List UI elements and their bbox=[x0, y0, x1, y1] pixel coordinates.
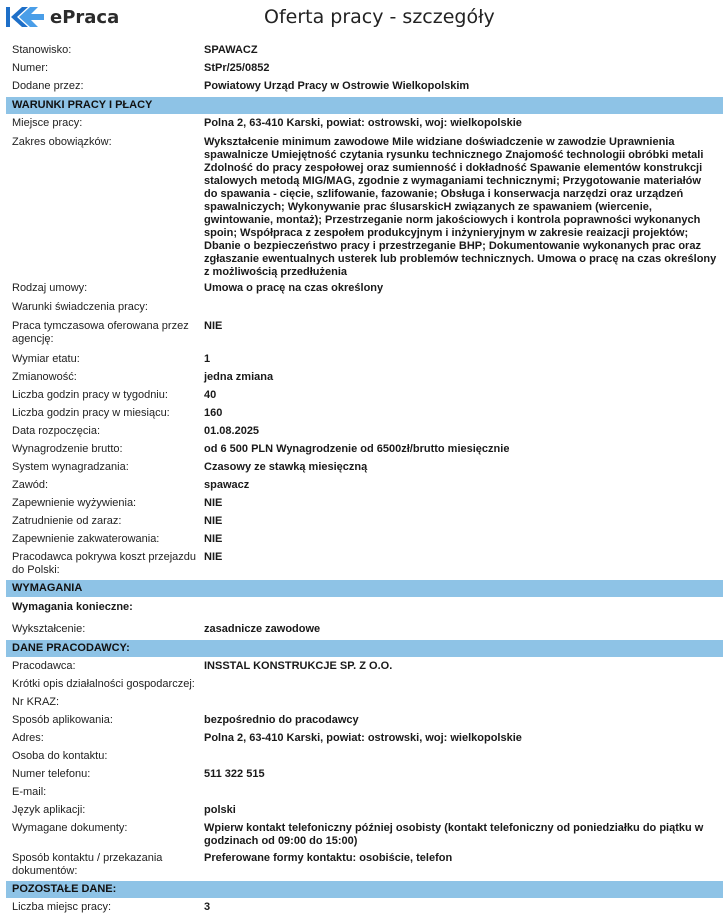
label: Nr KRAZ: bbox=[12, 696, 60, 708]
row-sposob-aplikowania bbox=[6, 712, 723, 730]
row-email bbox=[6, 784, 723, 802]
value: Preferowane formy kontaktu: osobiście, telefon bbox=[204, 852, 453, 864]
label: Krótki opis działalności gospodarczej: bbox=[12, 678, 195, 690]
row-numer bbox=[6, 60, 723, 78]
label: Miejsce pracy: bbox=[12, 117, 83, 129]
value: polski bbox=[204, 804, 236, 816]
wymagania-konieczne-heading: Wymagania konieczne: bbox=[12, 601, 133, 613]
row-godziny-miesiac bbox=[6, 405, 723, 423]
row-sposob-kontaktu bbox=[6, 850, 723, 880]
section-pozostale: POZOSTAŁE DANE: bbox=[6, 881, 723, 898]
label: Praca tymczasowa oferowana przez agencję: bbox=[12, 320, 189, 345]
label: Sposób kontaktu / przekazania dokumentów: bbox=[12, 852, 163, 877]
page-header bbox=[0, 0, 725, 36]
label: Liczba miejsc pracy: bbox=[12, 901, 112, 913]
value: Czasowy ze stawką miesięczną bbox=[204, 461, 368, 473]
value: Powiatowy Urząd Pracy w Ostrowie Wielkopolskim bbox=[204, 80, 470, 92]
label: Pracodawca pokrywa koszt przejazdu do Polski: bbox=[12, 551, 197, 576]
label: Zapewnienie wyżywienia: bbox=[12, 497, 137, 509]
label: Wymagane dokumenty: bbox=[12, 822, 128, 834]
label: Wynagrodzenie brutto: bbox=[12, 443, 123, 455]
logo-text: ePraca bbox=[50, 6, 120, 28]
value: SPAWACZ bbox=[204, 44, 258, 56]
label: Zawód: bbox=[12, 479, 49, 491]
value: bezpośrednio do pracodawcy bbox=[204, 714, 359, 726]
row-opis-dzialalnosci bbox=[6, 676, 723, 694]
value bbox=[204, 299, 723, 318]
label: Warunki świadczenia pracy: bbox=[12, 301, 148, 313]
row-koszt-przejazdu bbox=[6, 549, 723, 579]
value bbox=[204, 694, 723, 712]
value: 3 bbox=[204, 901, 211, 913]
row-od-zaraz bbox=[6, 513, 723, 531]
row-wymiar-etatu bbox=[6, 351, 723, 369]
label: Numer telefonu: bbox=[12, 768, 91, 780]
row-dokumenty bbox=[6, 820, 723, 850]
value: NIE bbox=[204, 533, 223, 545]
epraca-logo bbox=[6, 6, 119, 28]
label: Data rozpoczęcia: bbox=[12, 425, 101, 437]
label: Liczba godzin pracy w miesiącu: bbox=[12, 407, 170, 419]
row-zakres bbox=[6, 134, 723, 280]
label: Liczba godzin pracy w tygodniu: bbox=[12, 389, 168, 401]
label: Wymiar etatu: bbox=[12, 353, 80, 365]
label: Wykształcenie: bbox=[12, 623, 86, 635]
value: 511 322 515 bbox=[204, 768, 265, 780]
row-nr-kraz bbox=[6, 694, 723, 712]
row-wyksztalcenie bbox=[6, 621, 723, 639]
value: 1 bbox=[204, 353, 211, 365]
value: 160 bbox=[204, 407, 223, 419]
label: Zatrudnienie od zaraz: bbox=[12, 515, 122, 527]
row-godziny-tydzien bbox=[6, 387, 723, 405]
row-wynagrodzenie bbox=[6, 441, 723, 459]
value: Wykształcenie minimum zawodowe Mile widziane doświadczenie w zawodzie Uprawnienia spawalnicze Umiejętność czytania rysunku technicznego Znajomość technologii obróbki metali Zdolność do pracy zespołowej oraz sumienność i dokładność Spawanie elementów konstrukcji stalowych metodą MIG/MAG, zgodnie z wymaganiami technicznymi; Przygotowanie materiałów do spawania - cięcie, szlifowanie, fazowanie; Obsługa i konserwacja narzędzi oraz urządzeń spawalniczych; Wykonywanie prac ślusarskicH związanych ze spawaniem (wiercenie, gwintowanie, montaż); Przestrzeganie norm jakościowych i kontrola poprawności wykonanych spoin; Współpraca z zespołem produkcyjnym i inżynieryjnym w zakresie reaizacji projektów; Dbanie o bezpieczeństwo pracy i przestrzeganie BHP; Dokumentowanie wykonanych prac oraz zgłaszanie ewentualnych usterek lub problemów technicznych. Umowa o pracę na czas określony z możliwością przedłużenia bbox=[204, 136, 717, 278]
value: spawacz bbox=[204, 479, 250, 491]
row-zakwaterowanie bbox=[6, 531, 723, 549]
row-pracodawca bbox=[6, 658, 723, 676]
section-warunki: WARUNKI PRACY I PŁACY bbox=[6, 97, 723, 114]
value: NIE bbox=[204, 497, 223, 509]
value bbox=[204, 748, 723, 766]
value: 40 bbox=[204, 389, 217, 401]
section-wymagania: WYMAGANIA bbox=[6, 580, 723, 597]
value: Wpierw kontakt telefoniczny później osobisty (kontakt telefoniczny od poniedziałku do piątku w godzinach od 09:00 do 15:00) bbox=[204, 822, 704, 847]
row-zmianowosc bbox=[6, 369, 723, 387]
label: Adres: bbox=[12, 732, 44, 744]
section-pracodawca: DANE PRACODAWCY: bbox=[6, 640, 723, 657]
label: Rodzaj umowy: bbox=[12, 282, 88, 294]
row-system-wynagradzania bbox=[6, 459, 723, 477]
epraca-logo-icon bbox=[6, 6, 44, 28]
label: E-mail: bbox=[12, 786, 47, 798]
row-osoba-kontakt bbox=[6, 748, 723, 766]
row-wyzywienie bbox=[6, 495, 723, 513]
label: Język aplikacji: bbox=[12, 804, 86, 816]
value: StPr/25/0852 bbox=[204, 62, 270, 74]
label: Zapewnienie zakwaterowania: bbox=[12, 533, 160, 545]
value: Umowa o pracę na czas określony bbox=[204, 282, 384, 294]
label: Stanowisko: bbox=[12, 44, 72, 56]
value: od 6 500 PLN Wynagrodzenie od 6500zł/brutto miesięcznie bbox=[204, 443, 510, 455]
label: Pracodawca: bbox=[12, 660, 76, 672]
page-title: Oferta pracy - szczegóły bbox=[264, 6, 495, 28]
row-liczba-miejsc bbox=[6, 899, 723, 917]
label: Zakres obowiązków: bbox=[12, 136, 112, 148]
label: Sposób aplikowania: bbox=[12, 714, 113, 726]
label: Zmianowość: bbox=[12, 371, 77, 383]
value: Polna 2, 63-410 Karski, powiat: ostrowski, woj: wielkopolskie bbox=[204, 732, 522, 744]
value: jedna zmiana bbox=[204, 371, 274, 383]
label: Dodane przez: bbox=[12, 80, 84, 92]
row-rodzaj-umowy bbox=[6, 280, 723, 299]
row-zawod bbox=[6, 477, 723, 495]
row-telefon bbox=[6, 766, 723, 784]
value: INSSTAL KONSTRUKCJE SP. Z O.O. bbox=[204, 660, 393, 672]
value: NIE bbox=[204, 515, 223, 527]
row-jezyk bbox=[6, 802, 723, 820]
offer-details bbox=[6, 42, 723, 917]
value: zasadnicze zawodowe bbox=[204, 623, 321, 635]
row-praca-tymczasowa bbox=[6, 318, 723, 351]
row-stanowisko bbox=[6, 42, 723, 60]
row-adres bbox=[6, 730, 723, 748]
label: Numer: bbox=[12, 62, 49, 74]
value bbox=[266, 676, 723, 694]
value: Polna 2, 63-410 Karski, powiat: ostrowski, woj: wielkopolskie bbox=[204, 117, 522, 129]
label: System wynagradzania: bbox=[12, 461, 129, 473]
row-warunki-swiadczenia bbox=[6, 299, 723, 318]
row-miejsce bbox=[6, 115, 723, 134]
label: Osoba do kontaktu: bbox=[12, 750, 108, 762]
value: 01.08.2025 bbox=[204, 425, 260, 437]
value: NIE bbox=[204, 320, 223, 332]
row-dodane-przez bbox=[6, 78, 723, 96]
row-data-rozpoczecia bbox=[6, 423, 723, 441]
value bbox=[204, 784, 723, 802]
value: NIE bbox=[204, 551, 223, 563]
